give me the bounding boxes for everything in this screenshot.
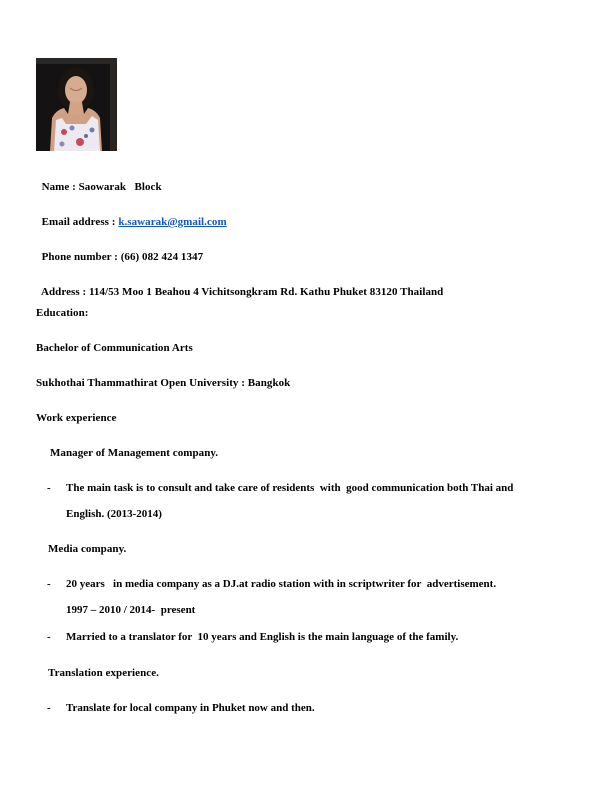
education-university: Sukhothai Thammathirat Open University : Bangkok [36,377,291,389]
work-heading: Work experience [36,412,117,424]
bullet-dash: - [47,578,51,590]
name-line [36,166,162,194]
bullet-text: 20 years in media company as a DJ.at radio station with in scriptwriter for advertisement. [66,578,497,590]
bullet-dash: - [47,702,51,714]
bullet-text: Married to a translator for 10 years and English is the main language of the family. [66,631,459,643]
bullet-text: The main task is to consult and take care of residents with good communication both Thai and [66,482,514,494]
job-title-manager: Manager of Management company. [50,447,219,459]
name-label: Name : [41,181,79,193]
address-line [36,271,443,299]
phone-value: (66) 082 424 1347 [120,251,204,263]
job-title-translation: Translation experience. [48,667,159,679]
email-line [36,201,227,229]
bullet-dash: - [47,631,51,643]
bullet-dash: - [47,482,51,494]
address-value: 114/53 Moo 1 Beahou 4 Vichitsongkram Rd. Kathu Phuket 83120 Thailand [88,286,444,298]
profile-photo [36,58,117,151]
education-degree: Bachelor of Communication Arts [36,342,193,354]
education-heading: Education: [36,307,89,319]
job-title-media: Media company. [48,543,127,555]
email-link[interactable]: k.sawarak@gmail.com [118,216,227,228]
address-label: Address : [41,286,89,298]
portrait-image [36,58,117,151]
bullet-text: Translate for local company in Phuket now and then. [66,702,315,714]
bullet-text-continued: English. (2013-2014) [66,508,162,520]
phone-line [36,236,203,264]
phone-label: Phone number : [41,251,121,263]
name-value: Saowarak Block [78,181,162,193]
email-label: Email address : [41,216,119,228]
bullet-text-continued: 1997 – 2010 / 2014- present [66,604,196,616]
